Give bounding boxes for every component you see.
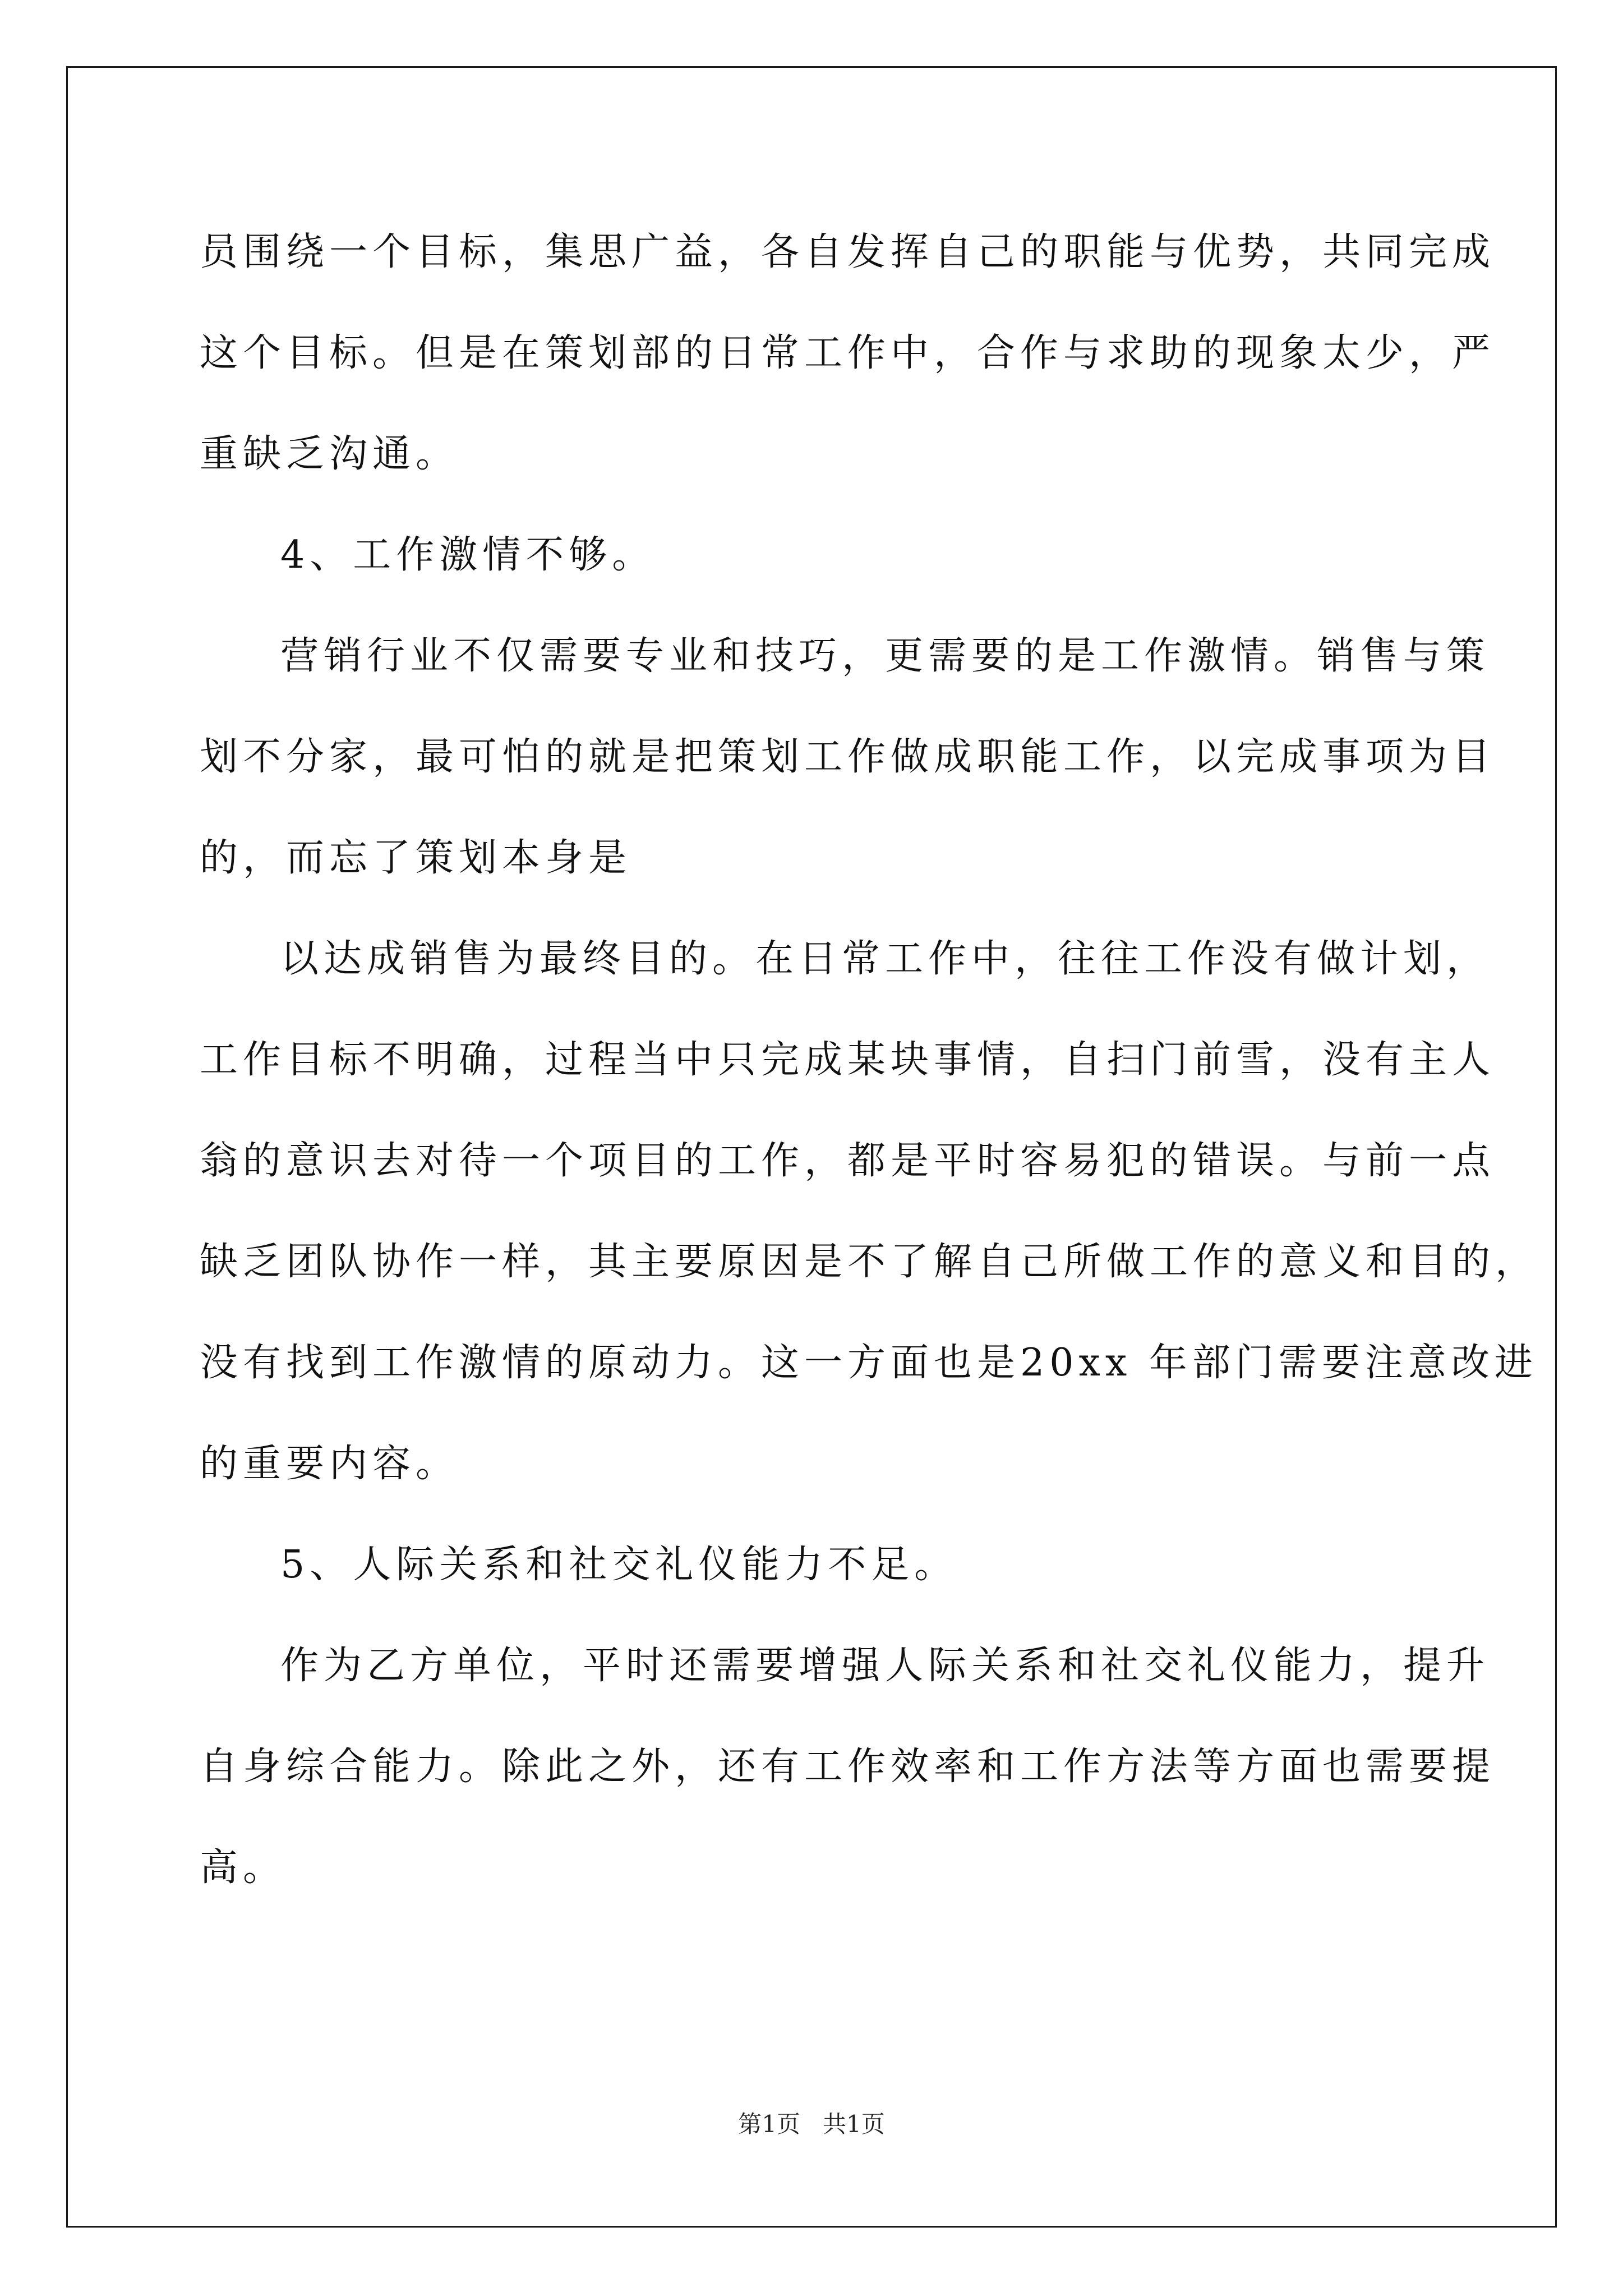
paragraph-line: 的，而忘了策划本身是 — [200, 836, 632, 880]
paragraph-line: 的重要内容。 — [200, 1442, 459, 1486]
page-footer — [0, 2110, 1623, 2138]
paragraph-line: 重缺乏沟通。 — [200, 432, 459, 476]
page-number: 第1页 — [738, 2110, 800, 2138]
section-heading: 5、人际关系和社交礼仪能力不足。 — [280, 1543, 958, 1587]
paragraph-line: 这个目标。但是在策划部的日常工作中，合作与求助的现象太少，严 — [200, 331, 1496, 375]
paragraph-line: 高。 — [200, 1846, 287, 1890]
paragraph-line: 以达成销售为最终目的。在日常工作中，往往工作没有做计划， — [280, 937, 1490, 981]
paragraph-line: 缺乏团队协作一样，其主要原因是不了解自己所做工作的意义和目的， — [200, 1240, 1539, 1284]
paragraph-line: 没有找到工作激情的原动力。这一方面也是20xx 年部门需要注意改进 — [200, 1341, 1538, 1385]
paragraph-line: 翁的意识去对待一个项目的工作，都是平时容易犯的错误。与前一点 — [200, 1139, 1496, 1183]
page-total: 共1页 — [823, 2110, 885, 2138]
paragraph-line: 划不分家，最可怕的就是把策划工作做成职能工作，以完成事项为目 — [200, 735, 1496, 779]
paragraph-line: 工作目标不明确，过程当中只完成某块事情，自扫门前雪，没有主人 — [200, 1038, 1496, 1082]
paragraph-line: 作为乙方单位，平时还需要增强人际关系和社交礼仪能力，提升 — [280, 1644, 1490, 1688]
paragraph-line: 自身综合能力。除此之外，还有工作效率和工作方法等方面也需要提 — [200, 1745, 1496, 1789]
paragraph-line: 员围绕一个目标，集思广益，各自发挥自己的职能与优势，共同完成 — [200, 230, 1496, 274]
section-heading: 4、工作激情不够。 — [280, 533, 656, 577]
paragraph-line: 营销行业不仅需要专业和技巧，更需要的是工作激情。销售与策 — [280, 634, 1490, 678]
